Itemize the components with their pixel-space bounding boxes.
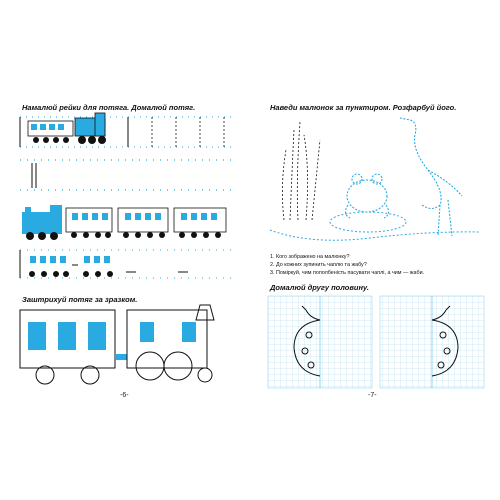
task-title-trace: Наведи малюнок за пунктиром. Розфарбуй його.: [270, 103, 457, 112]
train-row-3: [22, 205, 226, 240]
train-row-1: [20, 113, 235, 147]
right-page: [250, 0, 500, 500]
question-2: 2. До кожних зупинить чаплю та жабу?: [270, 262, 367, 268]
heron-frog-drawing: [250, 0, 500, 150]
page-number-left: -6-: [120, 392, 129, 399]
task-title-rails: Намалюй рейки для потяга. Домалюй потяг.: [22, 103, 196, 112]
rails-exercise: [0, 0, 250, 280]
question-1: 1. Кого зображено на малюнку?: [270, 254, 350, 260]
rails-row-2: [20, 160, 235, 190]
task-title-shade: Заштрихуй потяг за зразком.: [22, 295, 138, 304]
train-row-4: [20, 250, 235, 278]
question-3: 3. Поміркуй, чим пополбеність пасувати чаплі, а чим — жаби.: [270, 270, 425, 276]
shade-train-drawing: [0, 300, 250, 400]
symmetry-grids: [250, 290, 500, 400]
page-number-right: -7-: [368, 392, 377, 399]
questions-list: [270, 253, 424, 277]
task-title-symmetry: Домалюй другу половину.: [270, 283, 369, 292]
